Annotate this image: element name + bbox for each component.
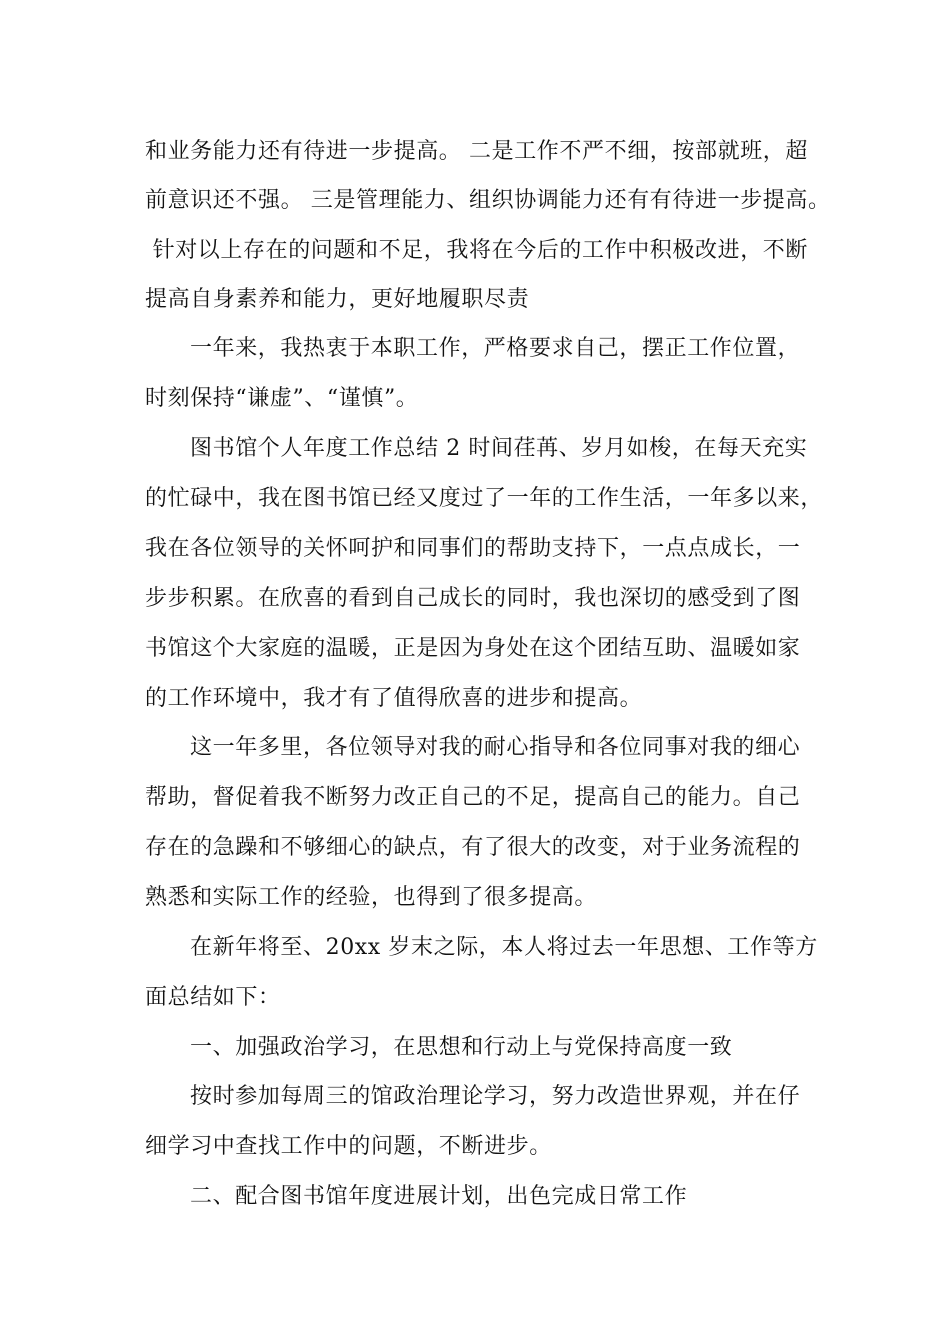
text-line: 书馆这个大家庭的温暖，正是因为身处在这个团结互助、温暖如家 <box>145 636 801 661</box>
text-line: 提高自身素养和能力，更好地履职尽责 <box>145 287 530 312</box>
text-line: 时刻保持“谦虚”、“谨慎”。 <box>145 386 419 411</box>
text-line: 图书馆个人年度工作总结 2 时间荏苒、岁月如梭，在每天充实 <box>190 436 808 461</box>
text-line: 在新年将至、20xx 岁末之际，本人将过去一年思想、工作等方 <box>190 935 818 960</box>
text-line: 存在的急躁和不够细心的缺点，有了很大的改变，对于业务流程的 <box>145 835 801 860</box>
text-line: 前意识还不强。 三是管理能力、组织协调能力还有有待进一步提高。 <box>145 188 831 213</box>
text-line: 这一年多里，各位领导对我的耐心指导和各位同事对我的细心 <box>190 735 801 760</box>
section-heading: 一、加强政治学习，在思想和行动上与党保持高度一致 <box>190 1035 733 1060</box>
text-line: 细学习中查找工作中的问题，不断进步。 <box>145 1134 552 1159</box>
text-line: 熟悉和实际工作的经验，也得到了很多提高。 <box>145 885 598 910</box>
text-line: 面总结如下： <box>145 985 281 1010</box>
text-line: 的忙碌中，我在图书馆已经又度过了一年的工作生活，一年多以来， <box>145 486 824 511</box>
text-line: 我在各位领导的关怀呵护和同事们的帮助支持下，一点点成长，一 <box>145 536 801 561</box>
text-line: 针对以上存在的问题和不足，我将在今后的工作中积极改进，不断 <box>145 238 808 263</box>
section-heading: 二、配合图书馆年度进展计划，出色完成日常工作 <box>190 1184 688 1209</box>
text-line: 和业务能力还有待进一步提高。 二是工作不严不细，按部就班，超 <box>145 139 808 164</box>
text-line: 步步积累。在欣喜的看到自己成长的同时，我也深切的感受到了图 <box>145 586 801 611</box>
text-line: 按时参加每周三的馆政治理论学习，努力改造世界观，并在仔 <box>190 1084 801 1109</box>
text-line: 帮助，督促着我不断努力改正自己的不足，提高自己的能力。自己 <box>145 785 801 810</box>
text-line: 一年来，我热衷于本职工作，严格要求自己，摆正工作位置， <box>190 336 801 361</box>
text-line: 的工作环境中，我才有了值得欣喜的进步和提高。 <box>145 686 643 711</box>
